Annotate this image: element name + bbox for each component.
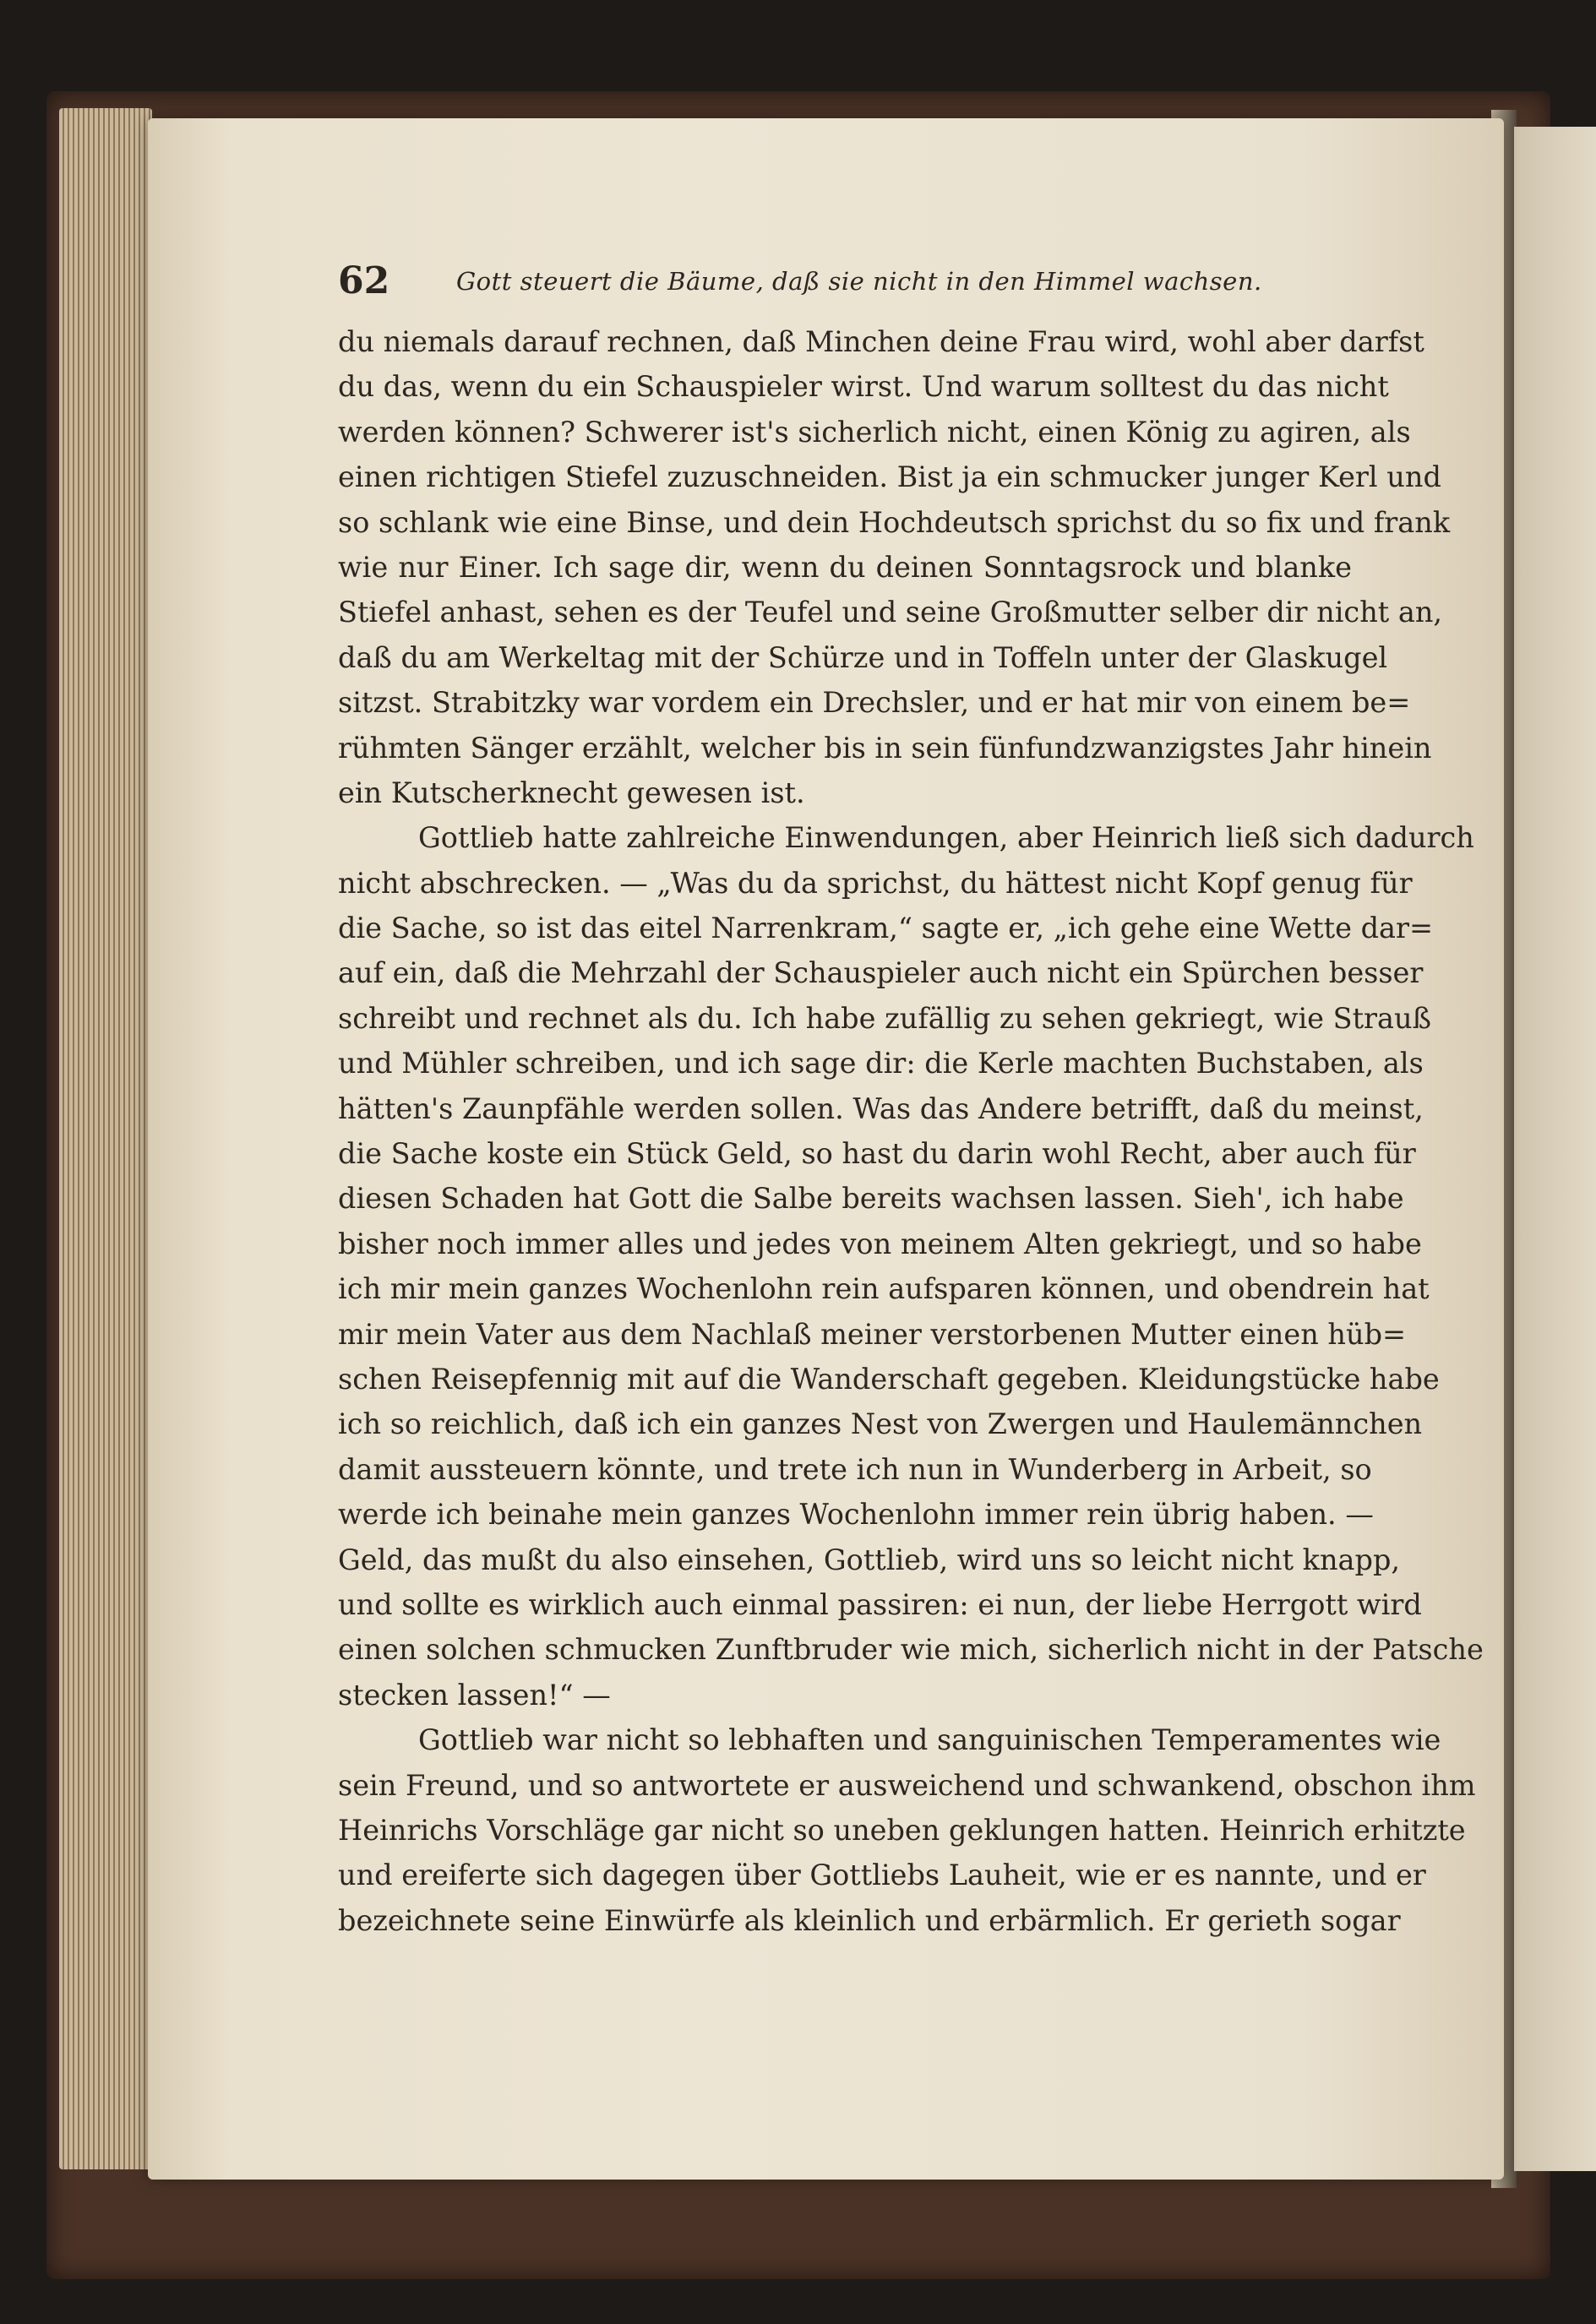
text-line: Gottlieb hatte zahlreiche Einwendungen, aber Heinrich ließ sich dadurch (418, 821, 1474, 855)
text-line: rühmten Sänger erzählt, welcher bis in sein fünfundzwanzigstes Jahr hinein (338, 731, 1432, 765)
body-text (338, 319, 1484, 1943)
text-line: ich mir mein ganzes Wochenlohn rein aufsparen können, und obendrein hat (338, 1272, 1430, 1306)
text-line: damit aussteuern könnte, und trete ich nun in Wunderberg in Arbeit, so (338, 1452, 1372, 1486)
text-line: die Sache, so ist das eitel Narrenkram,“ sagte er, „ich gehe eine Wette dar= (338, 912, 1434, 945)
text-line: stecken lassen!“ — (338, 1678, 611, 1712)
text-line: ein Kutscherknecht gewesen ist. (338, 776, 805, 809)
text-line: wie nur Einer. Ich sage dir, wenn du deinen Sonntagsrock und blanke (338, 550, 1352, 584)
page-number: 62 (338, 259, 390, 302)
text-line: Heinrichs Vorschläge gar nicht so uneben geklungen hatten. Heinrich erhitzte (338, 1813, 1466, 1847)
text-line: Gottlieb war nicht so lebhaften und sanguinischen Temperamentes wie (418, 1723, 1441, 1757)
text-line: werde ich beinahe mein ganzes Wochenlohn immer rein übrig haben. — (338, 1498, 1374, 1532)
text-line: einen richtigen Stiefel zuzuschneiden. Bist ja ein schmucker junger Kerl und (338, 460, 1441, 494)
text-line: mir mein Vater aus dem Nachlaß meiner verstorbenen Mutter einen hüb= (338, 1317, 1407, 1351)
text-line: du niemals darauf rechnen, daß Minchen deine Frau wird, wohl aber darfst (338, 325, 1424, 358)
text-line: und sollte es wirklich auch einmal passiren: ei nun, der liebe Herrgott wird (338, 1587, 1422, 1621)
page-header (338, 256, 1267, 307)
text-line: und ereiferte sich dagegen über Gottliebs Lauheit, wie er es nannte, und er (338, 1859, 1426, 1892)
text-line: nicht abschrecken. — „Was du da sprichst, du hättest nicht Kopf genug für (338, 866, 1413, 900)
running-title: Gott steuert die Bäume, daß sie nicht in den Himmel wachsen. (456, 267, 1262, 296)
text-line: sitzst. Strabitzky war vordem ein Drechsler, und er hat mir von einem be= (338, 686, 1411, 720)
text-line: ich so reichlich, daß ich ein ganzes Nest von Zwergen und Haulemännchen (338, 1407, 1423, 1441)
text-line: die Sache koste ein Stück Geld, so hast du darin wohl Recht, aber auch für (338, 1137, 1416, 1171)
text-line: Geld, das mußt du also einsehen, Gottlieb, wird uns so leicht nicht knapp, (338, 1543, 1401, 1576)
text-line: diesen Schaden hat Gott die Salbe bereits wachsen lassen. Sieh', ich habe (338, 1182, 1404, 1216)
text-line: hätten's Zaunpfähle werden sollen. Was das Andere betrifft, daß du meinst, (338, 1091, 1424, 1125)
text-line: bisher noch immer alles und jedes von meinem Alten gekriegt, und so habe (338, 1227, 1422, 1260)
facing-page-edge (1514, 127, 1596, 2171)
text-line: bezeichnete seine Einwürfe als kleinlich und erbärmlich. Er gerieth sogar (338, 1903, 1401, 1937)
page-stack-edge (59, 108, 152, 2169)
text-line: du das, wenn du ein Schauspieler wirst. Und warum solltest du das nicht (338, 370, 1389, 404)
text-line: daß du am Werkeltag mit der Schürze und in Toffeln unter der Glaskugel (338, 640, 1388, 674)
text-line: Stiefel anhast, sehen es der Teufel und seine Großmutter selber dir nicht an, (338, 596, 1443, 629)
text-line: einen solchen schmucken Zunftbruder wie mich, sicherlich nicht in der Patsche (338, 1633, 1484, 1667)
text-line: schen Reisepfennig mit auf die Wanderschaft gegeben. Kleidungstücke habe (338, 1362, 1440, 1396)
text-line: so schlank wie eine Binse, und dein Hochdeutsch sprichst du so fix und frank (338, 505, 1451, 539)
text-line: auf ein, daß die Mehrzahl der Schauspieler auch nicht ein Spürchen besser (338, 956, 1424, 990)
text-line: schreibt und rechnet als du. Ich habe zufällig zu sehen gekriegt, wie Strauß (338, 1001, 1431, 1035)
text-line: sein Freund, und so antwortete er ausweichend und schwankend, obschon ihm (338, 1768, 1476, 1802)
text-line: werden können? Schwerer ist's sicherlich nicht, einen König zu agiren, als (338, 415, 1411, 449)
text-line: und Mühler schreiben, und ich sage dir: die Kerle machten Buchstaben, als (338, 1047, 1424, 1080)
